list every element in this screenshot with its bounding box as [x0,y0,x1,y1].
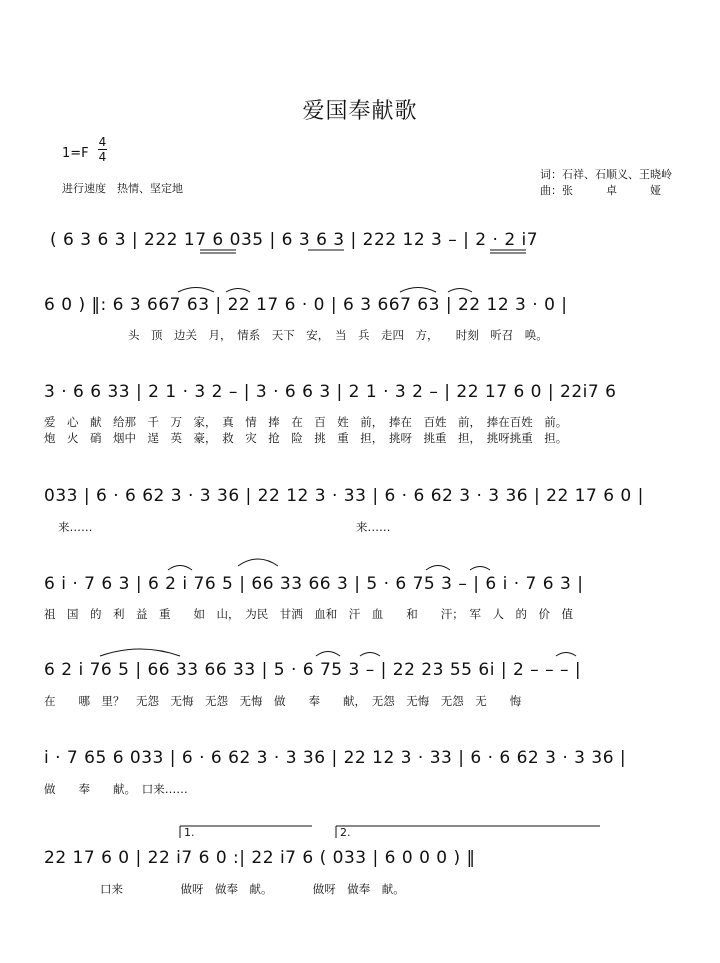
lyric-line-5: 祖 国 的 利 益 重 如 山， 为民 甘洒 血和 汗 血 和 汗； 军 人 的 价 值 [44,607,573,621]
lyric-line-3a: 爱 心 献 给那 千 万 家， 真 情 捧 在 百 姓 前， 捧在 百姓 前， 捧在百姓 前。 [44,415,568,429]
lyric-line-3b: 炮 火 硝 烟中 逞 英 豪， 救 灾 抢 险 挑 重 担， 挑呀 挑重 担， 挑呀挑重 担。 [44,431,568,445]
time-signature [98,136,107,163]
lyric-line-8: 口来 做呀 做奉 献。 做呀 做奉 献。 [100,882,405,896]
lyric-line-4a: 来…… [58,520,93,534]
lyric-line-2: 头 顶 边关 月， 情系 天下 安， 当 兵 走四 方， 时刻 听召 唤。 [128,328,548,342]
notation-line-8: 22 17 6 0 | 22 i7 6 0 :| 22 i7 6 ( 033 | 6 0 0 0 ) ‖ [44,848,476,868]
first-ending-label: 1. [184,826,195,839]
lyricist-credit: 词：石祥、石顺义、王晓岭 [540,168,672,181]
song-title: 爱国奉献歌 [302,99,418,124]
second-ending-label: 2. [340,826,351,839]
lyric-line-6: 在 哪 里？ 无怨 无悔 无怨 无悔 做 奉 献， 无怨 无悔 无怨 无 悔 [44,694,522,708]
lyric-line-7: 做 奉 献。 口来…… [44,782,188,796]
notation-line-3: 3 · 6 6 33 | 2 1 · 3 2 – | 3 · 6 6 3 | 2 1 · 3 2 – | 22 17 6 0 | 22i7 6 [44,382,617,402]
lyric-line-4b: 来…… [356,520,391,534]
notation-line-5: 6 i · 7 6 3 | 6 2 i 76 5 | 66 33 66 3 | 5 · 6 75 3 – | 6 i · 7 6 3 | [44,574,584,594]
notation-line-4: 033 | 6 · 6 62 3 · 3 36 | 22 12 3 · 33 | 6 · 6 62 3 · 3 36 | 22 17 6 0 | [44,486,644,506]
notation-line-2: 6 0 ) ‖: 6 3 667 63 | 22 17 6 · 0 | 6 3 667 63 | 22 12 3 · 0 | [44,295,568,315]
notation-line-6: 6 2 i 76 5 | 66 33 66 33 | 5 · 6 75 3 – | 22 23 55 6i | 2 – – – | [44,660,582,680]
notation-line-7: i · 7 65 6 033 | 6 · 6 62 3 · 3 36 | 22 12 3 · 33 | 6 · 6 62 3 · 3 36 | [44,748,627,768]
time-numerator: 4 [98,135,107,149]
notation-line-1: ( 6 3 6 3 | 222 17 6 035 | 6 3 6 3 | 222 12 3 – | 2 · 2 i7 [50,230,539,250]
key-signature: 1=F [62,146,89,161]
tempo-marking: 进行速度 热情、坚定地 [62,182,183,195]
composer-credit: 曲：张 卓 娅 [540,184,661,197]
time-denominator: 4 [98,150,107,164]
